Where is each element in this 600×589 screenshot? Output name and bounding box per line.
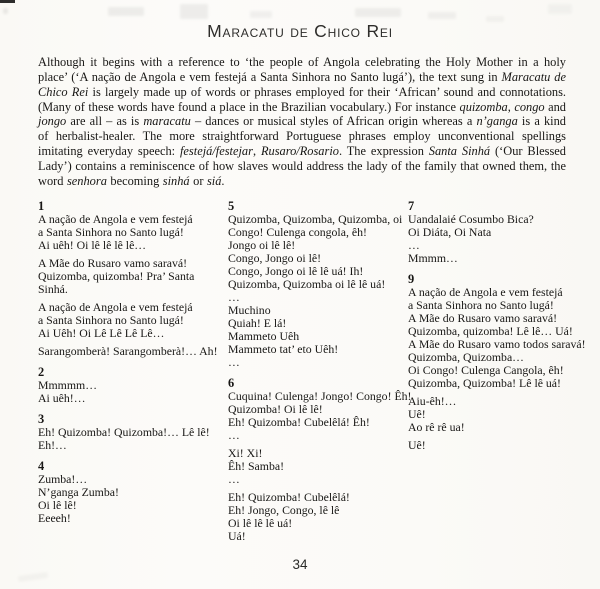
verse-number: 9 — [408, 272, 415, 286]
intro-text: Although it begins with a reference to ‘the people of Angola celebrating the Holy Mother in a holy place’ (‘A nação de Angola e vem festejá a Santa Sinhora no Santo lugá’), the text sung in — [38, 55, 566, 84]
intro-italic-term: Santa Sinhá — [428, 144, 491, 159]
lyric-line: Ai uêh! Oi lê lê lê lê… — [38, 238, 147, 252]
lyric-line: Mammeto Uêh — [228, 329, 300, 343]
lyric-line: Eeeeh! — [38, 511, 71, 525]
lyric-line: Quizomba, Quizomba… — [408, 350, 524, 364]
lyric-line: a Santa Sinhora no Santo lugá! — [38, 225, 184, 239]
lyric-line: Ao rê rê ua! — [408, 420, 465, 434]
lyric-line: Uê! — [408, 407, 426, 421]
verse-section — [38, 413, 228, 452]
lyric-line: A nação de Angola e vem festejá — [38, 300, 193, 314]
lyric-line: Mmmmm… — [38, 378, 97, 392]
verse-number: 4 — [38, 459, 45, 473]
lyric-line: a Santa Sinhora no Santo lugá! — [38, 313, 184, 327]
verse-section — [228, 376, 412, 543]
intro-text: are all – as is — [66, 114, 144, 129]
scan-smudge — [486, 16, 504, 22]
lyric-line: Zumba!… — [38, 472, 88, 486]
scan-corner-mark — [0, 0, 15, 3]
lyric-line: Quizomba, quizomba! Pra’ Santa — [38, 269, 195, 283]
intro-text: , — [507, 99, 515, 114]
verse-section — [408, 200, 595, 265]
intro-text: is a kind of herbalist-healer. The more straightforward Portuguese phrases employ unconventional spellings imitating everyday speech: — [38, 114, 566, 159]
intro-italic-term: sinhá — [162, 173, 190, 188]
lyric-line: … — [228, 472, 240, 486]
lyric-line: Xi! Xi! — [228, 446, 263, 460]
lyrics-column — [408, 200, 595, 551]
stanza — [38, 301, 228, 340]
lyric-line: A nação de Angola e vem festejá — [38, 212, 193, 226]
lyric-line: Oi lê lê lê uá! — [228, 516, 293, 530]
lyric-line: Jongo oi lê lê! — [228, 238, 296, 252]
intro-italic-term: siá — [206, 173, 222, 188]
intro-paragraph — [38, 55, 566, 189]
stanza — [38, 426, 228, 452]
lyric-line: Eh!… — [38, 438, 67, 452]
page-title: Maracatu de Chico Rei — [207, 21, 393, 41]
lyric-line: N’ganga Zumba! — [38, 485, 119, 499]
lyric-line: Oi Diáta, Oi Nata — [408, 225, 492, 239]
lyric-line: Quizomba, Quizomba! Lê lê uá! — [408, 376, 561, 390]
scan-smudge — [3, 8, 8, 14]
scan-smudge — [18, 572, 49, 582]
intro-text: . The expression — [338, 144, 429, 159]
stanza — [38, 473, 228, 525]
lyric-line: Quizomba! Oi lê lê! — [228, 402, 323, 416]
lyric-line: Congo! Culenga congola, êh! — [228, 225, 367, 239]
scan-smudge — [355, 8, 401, 17]
stanza — [38, 345, 228, 358]
intro-text: becoming — [106, 173, 163, 188]
lyric-line: Quizomba, Quizomba, Quizomba, oi — [228, 212, 403, 226]
lyric-line: Quizomba, quizomba! Lê lê… Uá! — [408, 324, 573, 338]
scan-smudge — [180, 4, 208, 19]
stanza — [38, 379, 228, 405]
lyrics-column — [228, 199, 412, 551]
lyric-line: … — [228, 290, 240, 304]
lyrics-columns — [38, 200, 595, 551]
verse-number: 2 — [38, 365, 45, 379]
intro-italic-term: congo — [514, 99, 545, 114]
lyric-line: A Mãe do Rusaro vamo saravá! — [408, 311, 558, 325]
lyric-line: Aiu-êh!… — [408, 394, 457, 408]
scan-smudge — [250, 11, 272, 18]
verse-section — [228, 200, 408, 369]
intro-italic-term: festejá/festejar — [179, 144, 253, 159]
lyric-line: Cuquina! Culenga! Jongo! Congo! Êh! — [228, 389, 412, 403]
lyric-line: Ai Uêh! Oi Lê Lê Lê Lê… — [38, 326, 165, 340]
stanza — [408, 213, 595, 265]
intro-text: or — [189, 173, 207, 188]
lyric-line: Sinhá. — [38, 282, 68, 296]
verse-number: 7 — [408, 199, 415, 213]
intro-italic-term: Rusaro/Rosario — [260, 144, 339, 159]
lyric-line: … — [228, 428, 240, 442]
lyric-line: A Mãe do Rusaro vamo todos saravá! — [408, 337, 586, 351]
lyric-line: Mmmm… — [408, 251, 458, 265]
stanza — [408, 395, 595, 434]
intro-italic-term: Maracatu de Chico Rei — [38, 69, 566, 99]
verse-number: 6 — [228, 376, 235, 390]
intro-text: . — [221, 173, 225, 188]
lyric-line: Oi Congo! Culenga Cangola, êh! — [408, 363, 564, 377]
lyric-line: Muchino — [228, 303, 271, 317]
stanza — [408, 439, 595, 452]
scan-smudge — [548, 4, 572, 14]
verse-section — [38, 366, 228, 405]
lyric-line: A Mãe do Rusaro vamo saravá! — [38, 256, 188, 270]
lyric-line: Quiah! E lá! — [228, 316, 287, 330]
stanza — [228, 389, 412, 442]
verse-section — [408, 273, 595, 452]
verse-number: 5 — [228, 199, 235, 213]
verse-number: 3 — [38, 412, 45, 426]
lyric-line: Oi lê lê! — [38, 498, 77, 512]
intro-italic-term: n’ganga — [476, 114, 518, 129]
verse-number: 1 — [38, 199, 45, 213]
lyric-line: a Santa Sinhora no Santo lugá! — [408, 298, 554, 312]
intro-text: , — [252, 144, 261, 159]
stanza — [228, 213, 408, 369]
intro-italic-term: senhora — [66, 173, 107, 188]
intro-text: – dances or musical styles of African origin whereas a — [190, 114, 477, 129]
intro-text: (‘Our Blessed Lady’) contains a reminiscence of how slaves would address the lady of the family that owned them, the word — [38, 144, 566, 188]
lyric-line: Eh! Jongo, Congo, lê lê — [228, 503, 340, 517]
scan-smudge — [108, 7, 144, 16]
lyric-line: Ai uêh!… — [38, 391, 86, 405]
lyric-line: A nação de Angola e vem festejá — [408, 285, 563, 299]
lyric-line: Uê! — [408, 438, 426, 452]
lyric-line: Êh! Samba! — [228, 459, 285, 473]
lyric-line: Eh! Quizomba! Quizomba!… Lê lê! — [38, 425, 210, 439]
scan-smudge — [428, 12, 456, 19]
intro-italic-term: maracatu — [143, 114, 191, 129]
lyric-line: Uandalaié Cosumbo Bica? — [408, 212, 534, 226]
lyric-line: … — [408, 238, 420, 252]
lyric-line: Eh! Quizomba! Cubelêlá! Êh! — [228, 415, 370, 429]
lyric-line: Eh! Quizomba! Cubelêlá! — [228, 490, 350, 504]
lyrics-column — [38, 200, 228, 551]
lyric-line: Congo, Jongo oi lê! — [228, 251, 322, 265]
stanza — [228, 447, 408, 486]
verse-section — [38, 200, 228, 358]
lyric-line: Sarangomberà! Sarangomberà!… Ah! — [38, 344, 218, 358]
lyric-line: Congo, Jongo oi lê lê uá! Ih! — [228, 264, 364, 278]
page-number: 34 — [292, 557, 308, 572]
intro-text: and — [544, 99, 567, 114]
stanza — [38, 213, 228, 252]
stanza — [228, 491, 408, 543]
verse-section — [38, 460, 228, 525]
lyric-line: Mammeto tat’ eto Uêh! — [228, 342, 339, 356]
intro-italic-term: jongo — [38, 114, 67, 129]
stanza — [408, 286, 595, 390]
stanza — [38, 257, 228, 296]
lyric-line: Quizomba, Quizomba oi lê lê uá! — [228, 277, 386, 291]
lyric-line: … — [228, 355, 240, 369]
lyric-line: Uá! — [228, 529, 246, 543]
intro-italic-term: quizomba — [459, 99, 508, 114]
intro-text: is largely made up of words or phrases employed for their ‘African’ sound and connotations. (Many of these words have found a place in the Brazilian vocabulary.) For instance — [38, 84, 566, 114]
